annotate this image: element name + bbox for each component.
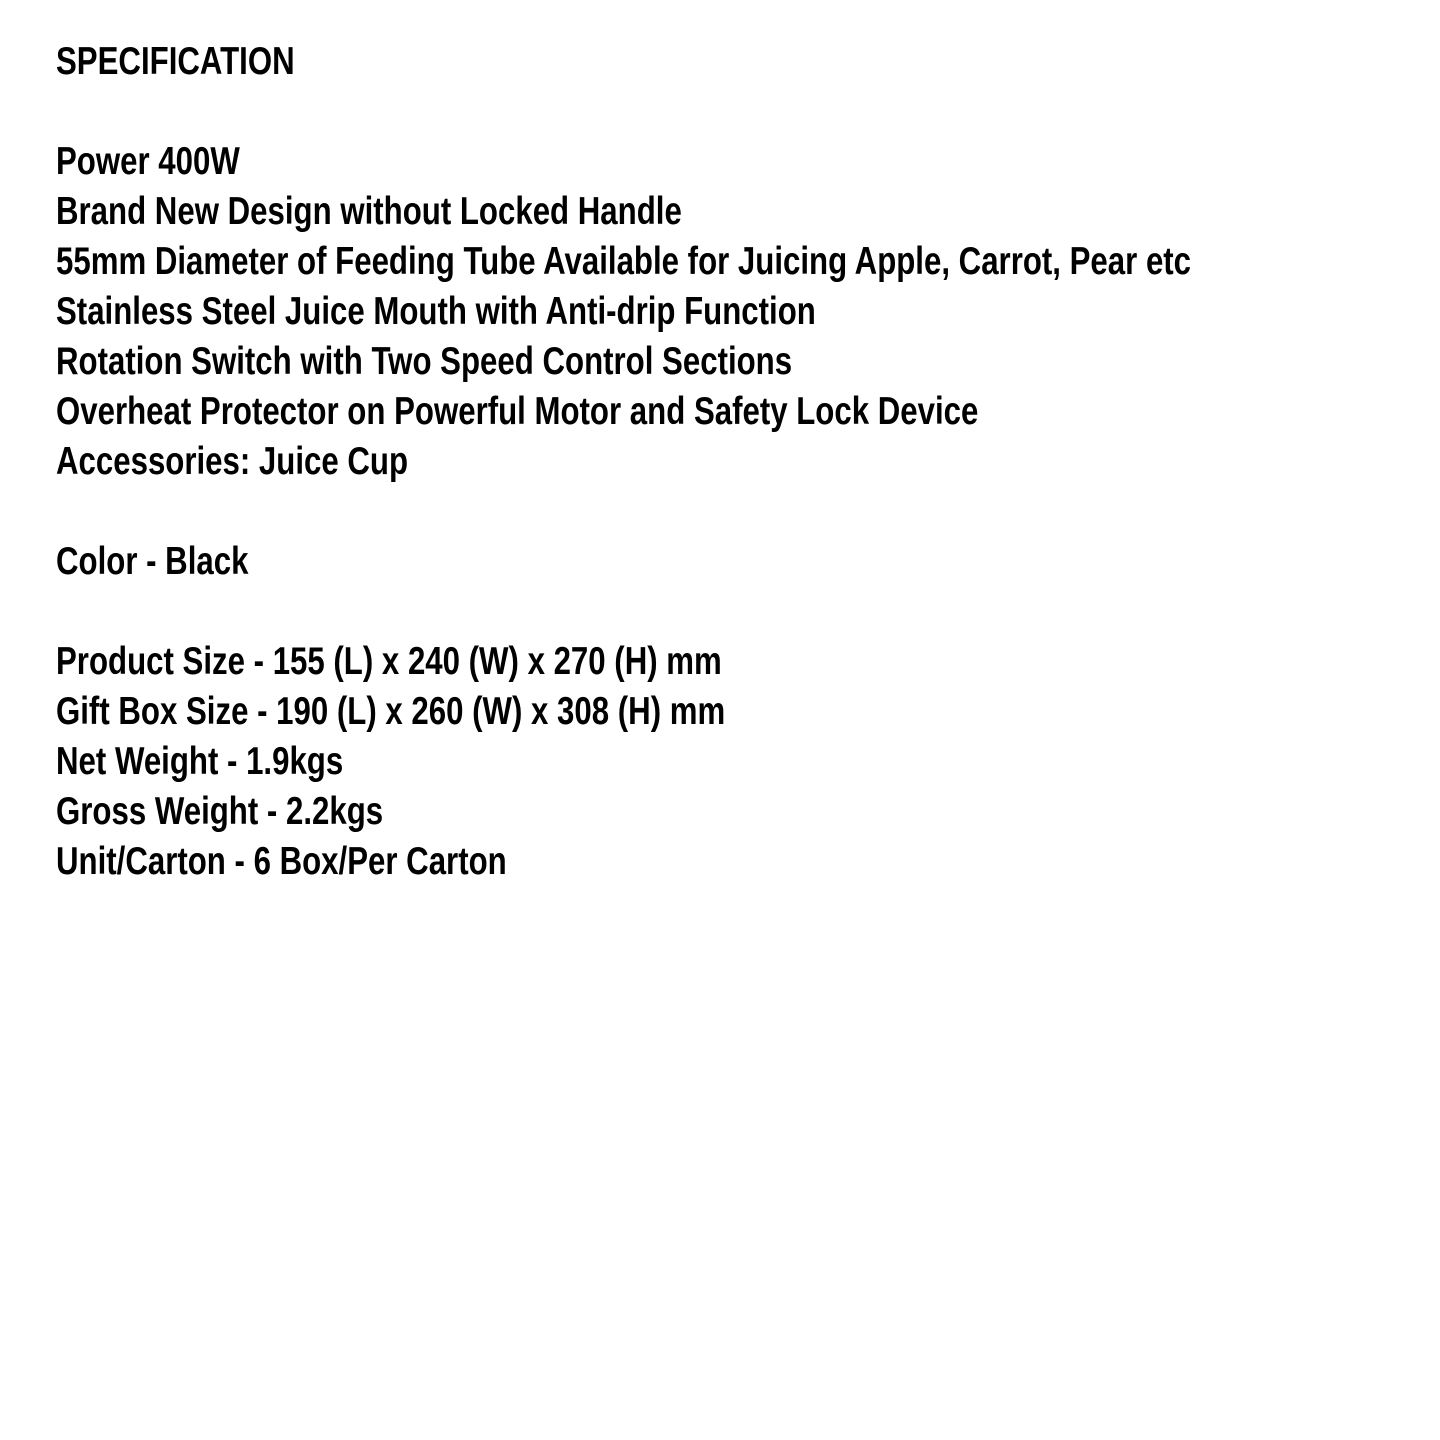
packaging-gross-weight: Gross Weight - 2.2kgs [56, 790, 384, 833]
feature-rotation-switch: Rotation Switch with Two Speed Control Sections [56, 340, 793, 383]
spacer [56, 87, 1163, 137]
packaging-gift-box-size: Gift Box Size - 190 (L) x 260 (W) x 308 (H) mm [56, 690, 726, 733]
color-line: Color - Black [56, 540, 249, 583]
feature-design: Brand New Design without Locked Handle [56, 190, 682, 233]
specification-content [56, 37, 1192, 887]
feature-accessories: Accessories: Juice Cup [56, 440, 409, 483]
packaging-unit-carton: Unit/Carton - 6 Box/Per Carton [56, 840, 507, 883]
feature-juice-mouth: Stainless Steel Juice Mouth with Anti-drip Function [56, 290, 816, 333]
feature-overheat-protector: Overheat Protector on Powerful Motor and Safety Lock Device [56, 390, 979, 433]
feature-power: Power 400W [56, 140, 240, 183]
spacer [56, 487, 1163, 537]
page-title: SPECIFICATION [56, 40, 295, 83]
packaging-product-size: Product Size - 155 (L) x 240 (W) x 270 (H) mm [56, 640, 722, 683]
feature-feeding-tube: 55mm Diameter of Feeding Tube Available for Juicing Apple, Carrot, Pear etc [56, 240, 1192, 283]
packaging-net-weight: Net Weight - 1.9kgs [56, 740, 344, 783]
spacer [56, 587, 1163, 637]
